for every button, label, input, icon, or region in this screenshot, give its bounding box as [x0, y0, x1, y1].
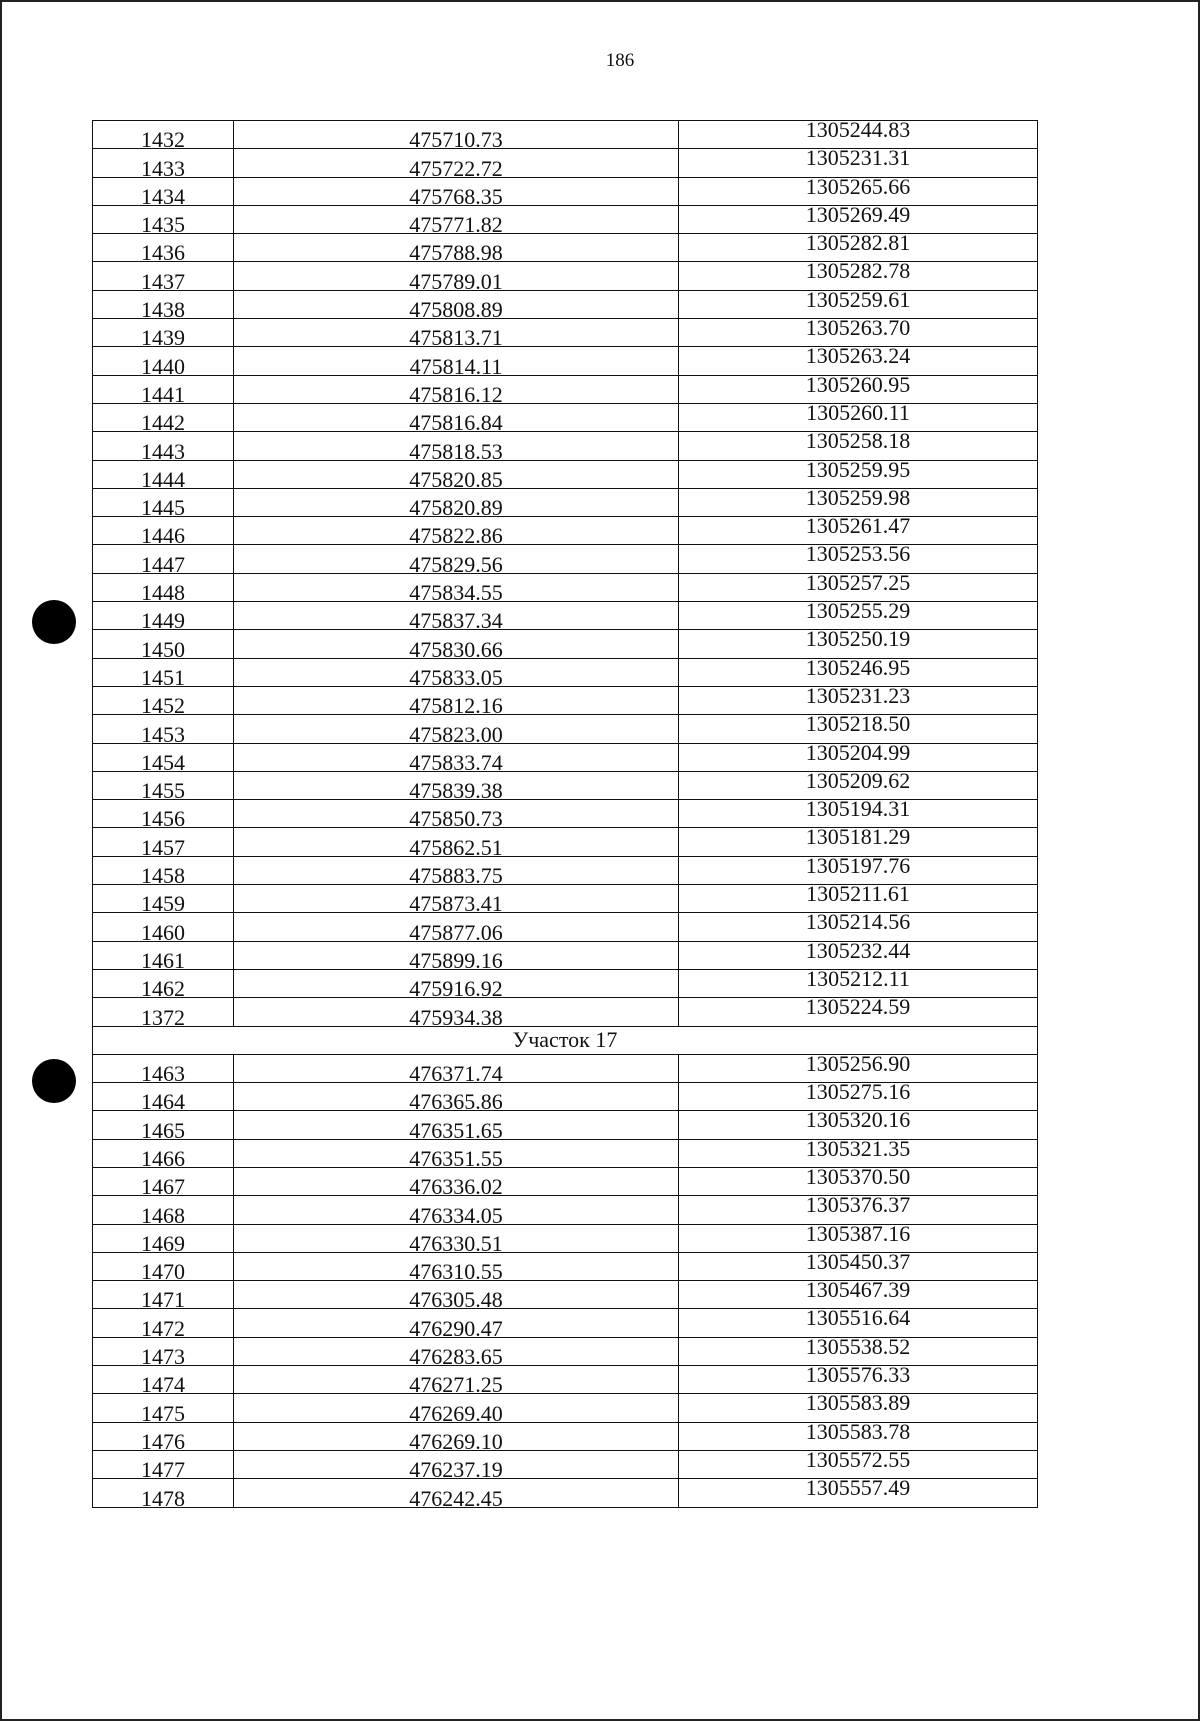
y-coordinate-cell — [679, 1107, 1038, 1139]
y-coordinate-cell-text: 1305263.24 — [805, 343, 911, 369]
y-coordinate-cell-text: 1305269.49 — [805, 201, 911, 227]
y-coordinate-cell-text: 1305256.90 — [805, 1050, 911, 1076]
y-coordinate-cell-text: 1305557.49 — [805, 1475, 911, 1501]
x-coordinate-cell — [234, 969, 679, 1002]
x-coordinate-cell — [234, 205, 679, 238]
punch-hole-mark — [32, 600, 76, 644]
y-coordinate-cell-text: 1305260.95 — [805, 371, 911, 397]
x-coordinate-cell-text: 475830.66 — [409, 636, 503, 662]
point-number-cell-text: 1470 — [141, 1259, 185, 1285]
x-coordinate-cell-text: 476271.25 — [409, 1372, 503, 1398]
table-row — [93, 347, 1038, 375]
point-number-cell — [93, 347, 234, 379]
y-coordinate-cell — [679, 343, 1038, 375]
x-coordinate-cell — [234, 1479, 679, 1511]
point-number-cell — [93, 998, 234, 1030]
x-coordinate-cell-text: 475820.85 — [409, 466, 503, 492]
point-number-cell — [93, 488, 234, 521]
x-coordinate-cell — [234, 319, 679, 351]
x-coordinate-cell — [234, 1366, 679, 1398]
y-coordinate-cell-text: 1305211.61 — [806, 881, 910, 907]
point-number-cell-text: 1472 — [141, 1315, 185, 1341]
point-number-cell-text: 1462 — [141, 976, 185, 1002]
x-coordinate-cell-text: 476269.10 — [409, 1428, 503, 1454]
table-row — [93, 1394, 1038, 1422]
x-coordinate-cell — [234, 149, 679, 181]
point-number-cell — [93, 1394, 234, 1426]
x-coordinate-cell — [234, 658, 679, 690]
point-number-cell-text: 1436 — [141, 240, 185, 266]
x-coordinate-cell — [234, 1083, 679, 1115]
point-number-cell — [93, 771, 234, 804]
point-number-cell-text: 1448 — [141, 580, 185, 606]
y-coordinate-cell-text: 1305259.98 — [805, 484, 911, 510]
point-number-cell-text: 1443 — [141, 438, 185, 464]
y-coordinate-cell-text: 1305258.18 — [805, 428, 911, 454]
x-coordinate-cell — [234, 1054, 679, 1087]
y-coordinate-cell-text: 1305320.16 — [805, 1107, 911, 1133]
point-number-cell-text: 1471 — [141, 1287, 185, 1313]
x-coordinate-cell — [234, 488, 679, 521]
y-coordinate-cell-text: 1305204.99 — [805, 739, 911, 765]
point-number-cell-text: 1442 — [141, 410, 185, 436]
point-number-cell-text: 1464 — [141, 1089, 185, 1115]
point-number-cell — [93, 800, 234, 832]
x-coordinate-cell — [234, 347, 679, 379]
x-coordinate-cell-text: 476330.51 — [409, 1230, 503, 1256]
x-coordinate-cell — [234, 1224, 679, 1256]
point-number-cell-text: 1449 — [141, 608, 185, 634]
x-coordinate-cell — [234, 743, 679, 775]
x-coordinate-cell-text: 476371.74 — [409, 1061, 503, 1087]
point-number-cell — [93, 1281, 234, 1313]
point-number-cell — [93, 715, 234, 747]
point-number-cell — [93, 177, 234, 209]
x-coordinate-cell-text: 475833.05 — [409, 664, 503, 690]
point-number-cell-text: 1473 — [141, 1344, 185, 1370]
y-coordinate-cell-text: 1305224.59 — [805, 994, 911, 1020]
x-coordinate-cell — [234, 432, 679, 464]
point-number-cell — [93, 1252, 234, 1285]
point-number-cell-text: 1452 — [141, 693, 185, 719]
point-number-cell — [93, 1337, 234, 1370]
point-number-cell-text: 1458 — [141, 863, 185, 889]
x-coordinate-cell-text: 475883.75 — [409, 863, 503, 889]
point-number-cell-text: 1451 — [141, 664, 185, 690]
y-coordinate-cell — [679, 994, 1038, 1026]
point-number-cell — [93, 290, 234, 323]
x-coordinate-cell — [234, 1394, 679, 1426]
x-coordinate-cell — [234, 856, 679, 889]
x-coordinate-cell-text: 476242.45 — [409, 1485, 503, 1511]
y-coordinate-cell-text: 1305583.89 — [805, 1390, 911, 1416]
x-coordinate-cell-text: 475833.74 — [409, 749, 503, 775]
point-number-cell — [93, 941, 234, 973]
point-number-cell-text: 1460 — [141, 919, 185, 945]
point-number-cell-text: 1372 — [141, 1004, 185, 1030]
x-coordinate-cell-text: 475850.73 — [409, 806, 503, 832]
coordinates-table — [92, 117, 1038, 1511]
y-coordinate-cell-text: 1305257.25 — [805, 569, 911, 595]
point-number-cell-text: 1455 — [141, 778, 185, 804]
point-number-cell — [93, 319, 234, 351]
y-coordinate-cell-text: 1305212.11 — [806, 965, 910, 991]
y-coordinate-cell-text: 1305231.23 — [805, 682, 911, 708]
x-coordinate-cell — [234, 290, 679, 323]
point-number-cell-text: 1447 — [141, 551, 185, 577]
x-coordinate-cell — [234, 630, 679, 662]
point-number-cell — [93, 262, 234, 294]
point-number-cell — [93, 545, 234, 577]
point-number-cell — [93, 1479, 234, 1511]
x-coordinate-cell — [234, 262, 679, 294]
point-number-cell — [93, 375, 234, 407]
point-number-cell — [93, 205, 234, 238]
x-coordinate-cell — [234, 602, 679, 634]
y-coordinate-cell-text: 1305467.39 — [805, 1277, 911, 1303]
point-number-cell — [93, 743, 234, 775]
point-number-cell — [93, 1422, 234, 1454]
y-coordinate-cell-text: 1305387.16 — [805, 1220, 911, 1246]
point-number-cell — [93, 573, 234, 606]
x-coordinate-cell-text: 475877.06 — [409, 919, 503, 945]
y-coordinate-cell-text: 1305232.44 — [805, 937, 911, 963]
x-coordinate-cell — [234, 715, 679, 747]
x-coordinate-cell-text: 475722.72 — [409, 155, 503, 181]
x-coordinate-cell — [234, 800, 679, 832]
point-number-cell-text: 1459 — [141, 891, 185, 917]
point-number-cell-text: 1445 — [141, 495, 185, 521]
point-number-cell — [93, 1139, 234, 1171]
x-coordinate-cell-text: 475823.00 — [409, 721, 503, 747]
point-number-cell-text: 1433 — [141, 155, 185, 181]
y-coordinate-cell-text: 1305450.37 — [805, 1248, 911, 1274]
table-row — [93, 828, 1038, 856]
x-coordinate-cell-text: 475788.98 — [409, 240, 503, 266]
y-coordinate-cell — [679, 1475, 1038, 1507]
y-coordinate-cell-text: 1305214.56 — [805, 909, 911, 935]
point-number-cell-text: 1454 — [141, 749, 185, 775]
point-number-cell — [93, 1309, 234, 1341]
table-row — [93, 630, 1038, 658]
y-coordinate-cell-text: 1305265.66 — [805, 173, 911, 199]
x-coordinate-cell-text: 475816.12 — [409, 381, 503, 407]
x-coordinate-cell — [234, 885, 679, 917]
x-coordinate-cell-text: 476351.55 — [409, 1145, 503, 1171]
y-coordinate-cell-text: 1305181.29 — [805, 824, 911, 850]
y-coordinate-cell-text: 1305244.83 — [805, 117, 911, 142]
y-coordinate-cell-text: 1305255.29 — [805, 598, 911, 624]
y-coordinate-cell — [679, 541, 1038, 573]
x-coordinate-cell-text: 475812.16 — [409, 693, 503, 719]
x-coordinate-cell-text: 475813.71 — [409, 325, 503, 351]
y-coordinate-cell-text: 1305282.78 — [805, 258, 911, 284]
point-number-cell-text: 1476 — [141, 1428, 185, 1454]
x-coordinate-cell-text: 476336.02 — [409, 1174, 503, 1200]
x-coordinate-cell — [234, 1111, 679, 1143]
point-number-cell-text: 1461 — [141, 947, 185, 973]
point-number-cell-text: 1440 — [141, 353, 185, 379]
table-row — [93, 1479, 1038, 1507]
table-row — [93, 432, 1038, 460]
point-number-cell-text: 1474 — [141, 1372, 185, 1398]
y-coordinate-cell-text: 1305194.31 — [805, 796, 911, 822]
x-coordinate-cell — [234, 1196, 679, 1228]
x-coordinate-cell-text: 475916.92 — [409, 976, 503, 1002]
x-coordinate-cell-text: 475768.35 — [409, 183, 503, 209]
point-number-cell — [93, 828, 234, 860]
point-number-cell-text: 1469 — [141, 1230, 185, 1256]
x-coordinate-cell-text: 476334.05 — [409, 1202, 503, 1228]
x-coordinate-cell-text: 475899.16 — [409, 947, 503, 973]
point-number-cell — [93, 969, 234, 1002]
x-coordinate-cell-text: 475789.01 — [409, 268, 503, 294]
x-coordinate-cell-text: 475837.34 — [409, 608, 503, 634]
x-coordinate-cell-text: 475816.84 — [409, 410, 503, 436]
x-coordinate-cell — [234, 375, 679, 407]
point-number-cell — [93, 686, 234, 719]
x-coordinate-cell — [234, 177, 679, 209]
y-coordinate-cell-text: 1305259.61 — [805, 286, 911, 312]
y-coordinate-cell-text: 1305321.35 — [805, 1135, 911, 1161]
point-number-cell-text: 1435 — [141, 212, 185, 238]
point-number-cell — [93, 1196, 234, 1228]
y-coordinate-cell — [679, 626, 1038, 658]
x-coordinate-cell-text: 476351.65 — [409, 1117, 503, 1143]
x-coordinate-cell-text: 476283.65 — [409, 1344, 503, 1370]
point-number-cell-text: 1439 — [141, 325, 185, 351]
coordinates-table-body — [93, 117, 1038, 1511]
point-number-cell-text: 1478 — [141, 1485, 185, 1511]
point-number-cell-text: 1441 — [141, 381, 185, 407]
x-coordinate-cell — [234, 1167, 679, 1200]
y-coordinate-cell — [679, 909, 1038, 941]
x-coordinate-cell-text: 475818.53 — [409, 438, 503, 464]
y-coordinate-cell-text: 1305253.56 — [805, 541, 911, 567]
y-coordinate-cell-text: 1305218.50 — [805, 711, 911, 737]
point-number-cell-text: 1450 — [141, 636, 185, 662]
point-number-cell-text: 1463 — [141, 1061, 185, 1087]
table-row — [93, 1196, 1038, 1224]
x-coordinate-cell-text: 475834.55 — [409, 580, 503, 606]
y-coordinate-cell-text: 1305583.78 — [805, 1418, 911, 1444]
x-coordinate-cell-text: 475771.82 — [409, 212, 503, 238]
point-number-cell-text: 1465 — [141, 1117, 185, 1143]
x-coordinate-cell-text: 475873.41 — [409, 891, 503, 917]
point-number-cell-text: 1453 — [141, 721, 185, 747]
x-coordinate-cell — [234, 1337, 679, 1370]
table-row — [93, 715, 1038, 743]
x-coordinate-cell-text: 475710.73 — [409, 127, 503, 153]
point-number-cell — [93, 234, 234, 266]
y-coordinate-cell-text: 1305516.64 — [805, 1305, 911, 1331]
x-coordinate-cell — [234, 460, 679, 492]
x-coordinate-cell — [234, 686, 679, 719]
y-coordinate-cell-text: 1305370.50 — [805, 1163, 911, 1189]
x-coordinate-cell-text: 476237.19 — [409, 1457, 503, 1483]
x-coordinate-cell — [234, 998, 679, 1030]
y-coordinate-cell-text: 1305282.81 — [805, 230, 911, 256]
y-coordinate-cell-text: 1305576.33 — [805, 1362, 911, 1388]
table-row — [93, 913, 1038, 941]
x-coordinate-cell — [234, 545, 679, 577]
point-number-cell — [93, 1224, 234, 1256]
point-number-cell — [93, 913, 234, 945]
x-coordinate-cell-text: 475839.38 — [409, 778, 503, 804]
y-coordinate-cell — [679, 145, 1038, 177]
table-row — [93, 1111, 1038, 1139]
point-number-cell — [93, 1450, 234, 1483]
x-coordinate-cell-text: 475829.56 — [409, 551, 503, 577]
table-row — [93, 998, 1038, 1026]
x-coordinate-cell-text: 475934.38 — [409, 1004, 503, 1030]
y-coordinate-cell — [679, 428, 1038, 460]
y-coordinate-cell-text: 1305261.47 — [805, 513, 911, 539]
point-number-cell-text: 1477 — [141, 1457, 185, 1483]
x-coordinate-cell — [234, 828, 679, 860]
point-number-cell — [93, 403, 234, 436]
section-title: Участок 17 — [93, 1026, 1038, 1054]
y-coordinate-cell — [679, 824, 1038, 856]
y-coordinate-cell-text: 1305209.62 — [805, 767, 911, 793]
point-number-cell — [93, 149, 234, 181]
x-coordinate-cell — [234, 121, 679, 153]
y-coordinate-cell — [679, 711, 1038, 743]
point-number-cell-text: 1457 — [141, 834, 185, 860]
point-number-cell — [93, 517, 234, 549]
x-coordinate-cell-text: 475814.11 — [409, 353, 503, 379]
x-coordinate-cell — [234, 1450, 679, 1483]
point-number-cell — [93, 1111, 234, 1143]
point-number-cell — [93, 602, 234, 634]
point-number-cell-text: 1437 — [141, 268, 185, 294]
y-coordinate-cell-text: 1305275.16 — [805, 1079, 911, 1105]
x-coordinate-cell — [234, 517, 679, 549]
x-coordinate-cell — [234, 234, 679, 266]
y-coordinate-cell-text: 1305250.19 — [805, 626, 911, 652]
table-row — [93, 149, 1038, 177]
x-coordinate-cell-text: 476310.55 — [409, 1259, 503, 1285]
point-number-cell-text: 1456 — [141, 806, 185, 832]
point-number-cell-text: 1434 — [141, 183, 185, 209]
y-coordinate-cell-text: 1305259.95 — [805, 456, 911, 482]
point-number-cell — [93, 630, 234, 662]
y-coordinate-cell-text: 1305231.31 — [805, 145, 911, 171]
point-number-cell — [93, 460, 234, 492]
point-number-cell-text: 1432 — [141, 127, 185, 153]
point-number-cell — [93, 1366, 234, 1398]
y-coordinate-cell-text: 1305376.37 — [805, 1192, 911, 1218]
x-coordinate-cell-text: 476269.40 — [409, 1400, 503, 1426]
x-coordinate-cell — [234, 913, 679, 945]
x-coordinate-cell-text: 475862.51 — [409, 834, 503, 860]
y-coordinate-cell-text: 1305260.11 — [806, 399, 910, 425]
x-coordinate-cell-text: 475808.89 — [409, 297, 503, 323]
x-coordinate-cell-text: 476305.48 — [409, 1287, 503, 1313]
x-coordinate-cell — [234, 1252, 679, 1285]
table-row — [93, 545, 1038, 573]
x-coordinate-cell — [234, 1422, 679, 1454]
x-coordinate-cell — [234, 1139, 679, 1171]
point-number-cell-text: 1467 — [141, 1174, 185, 1200]
x-coordinate-cell — [234, 573, 679, 606]
page-number: 186 — [605, 50, 635, 71]
punch-hole-mark — [32, 1059, 76, 1103]
point-number-cell — [93, 432, 234, 464]
point-number-cell — [93, 658, 234, 690]
point-number-cell-text: 1444 — [141, 466, 185, 492]
y-coordinate-cell-text: 1305246.95 — [805, 654, 911, 680]
x-coordinate-cell — [234, 403, 679, 436]
x-coordinate-cell — [234, 1281, 679, 1313]
x-coordinate-cell-text: 475820.89 — [409, 495, 503, 521]
x-coordinate-cell-text: 476290.47 — [409, 1315, 503, 1341]
point-number-cell — [93, 885, 234, 917]
y-coordinate-cell-text: 1305197.76 — [805, 852, 911, 878]
point-number-cell — [93, 121, 234, 153]
point-number-cell-text: 1475 — [141, 1400, 185, 1426]
point-number-cell — [93, 856, 234, 889]
point-number-cell — [93, 1167, 234, 1200]
y-coordinate-cell — [679, 1390, 1038, 1422]
point-number-cell — [93, 1054, 234, 1087]
x-coordinate-cell — [234, 771, 679, 804]
x-coordinate-cell — [234, 941, 679, 973]
point-number-cell — [93, 1083, 234, 1115]
point-number-cell-text: 1438 — [141, 297, 185, 323]
point-number-cell-text: 1468 — [141, 1202, 185, 1228]
y-coordinate-cell-text: 1305263.70 — [805, 315, 911, 341]
x-coordinate-cell-text: 475822.86 — [409, 523, 503, 549]
x-coordinate-cell-text: 476365.86 — [409, 1089, 503, 1115]
point-number-cell-text: 1466 — [141, 1145, 185, 1171]
y-coordinate-cell-text: 1305572.55 — [805, 1446, 911, 1472]
y-coordinate-cell — [679, 1192, 1038, 1224]
x-coordinate-cell — [234, 1309, 679, 1341]
point-number-cell-text: 1446 — [141, 523, 185, 549]
y-coordinate-cell-text: 1305538.52 — [805, 1333, 911, 1359]
